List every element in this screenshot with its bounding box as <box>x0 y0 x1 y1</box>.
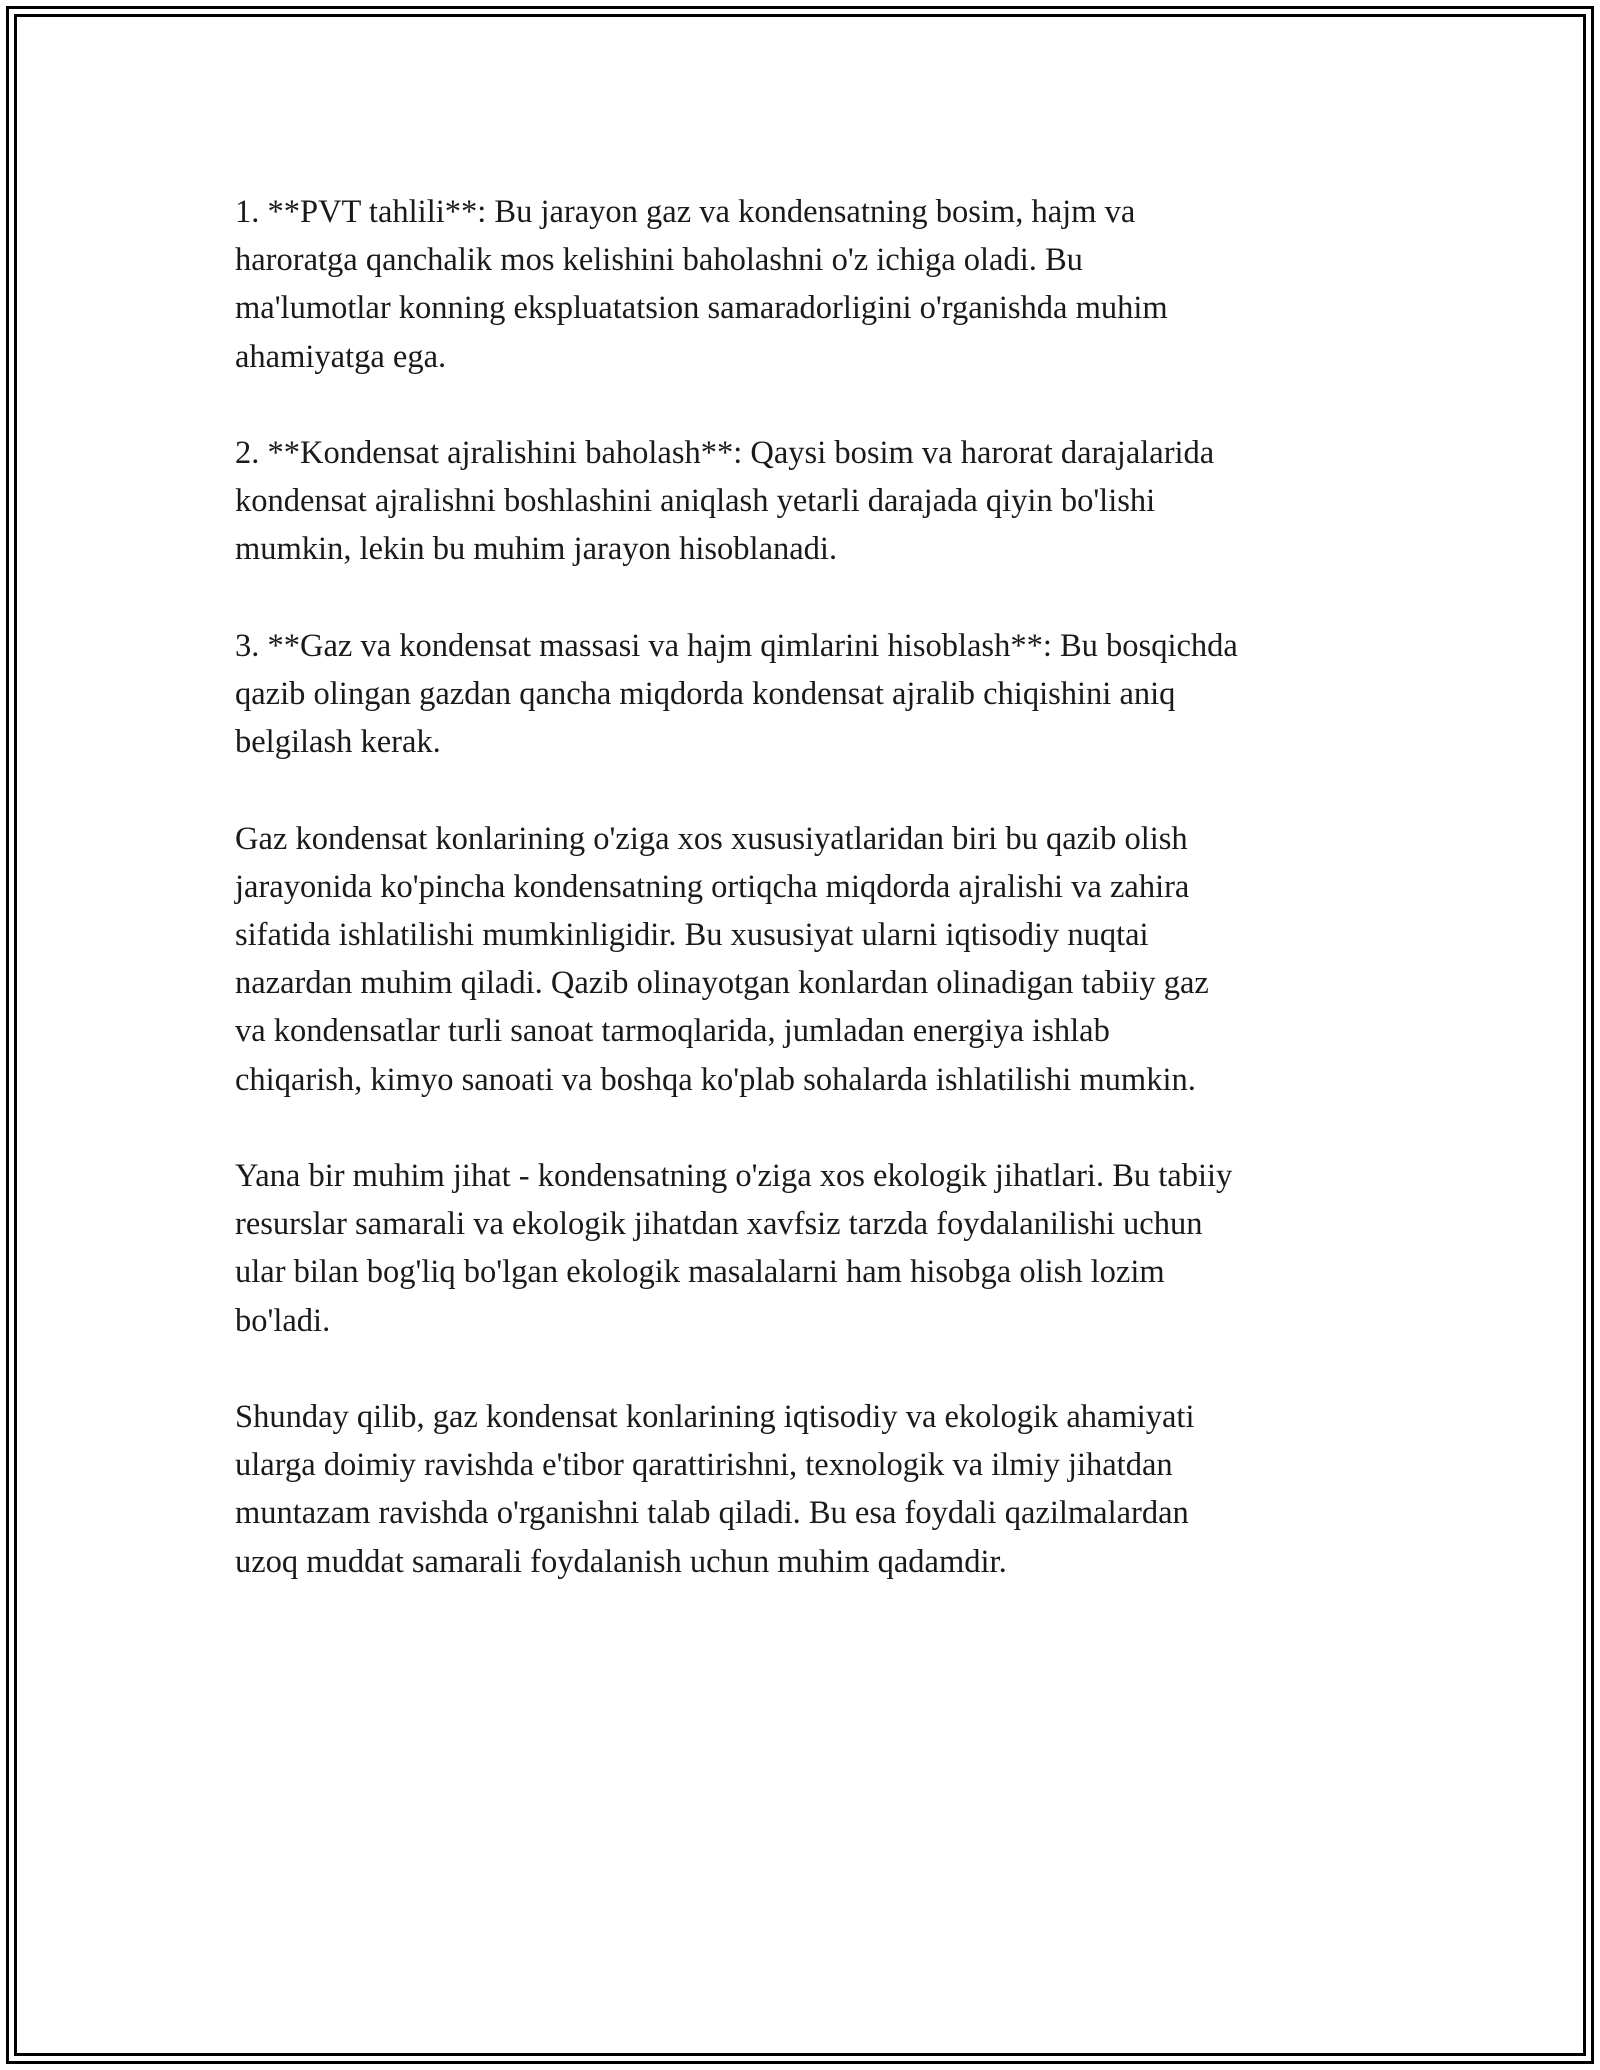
paragraph-field-features: Gaz kondensat konlarining o'ziga xos xususiyatlaridan biri bu qazib olish jarayonida ko'pincha kondensatning ortiqcha miqdorda ajralishi va zahira sifatida ishlatilishi mumkinligidir. Bu xususiyat ularni iqtisodiy nuqtai nazardan muhim qiladi. Qazib olinayotgan konlardan olinadigan tabiiy gaz va kondensatlar turli sanoat tarmoqlarida, jumladan energiya ishlab chiqarish, kimyo sanoati va boshqa ko'plab sohalarda ishlatilishi mumkin. <box>235 820 1209 1098</box>
paragraph-condensate-separation: 2. **Kondensat ajralishini baholash**: Qaysi bosim va harorat darajalarida kondensat ajralishni boshlashini aniqlash yetarli darajada qiyin bo'lishi mumkin, lekin bu muhim jarayon hisoblanadi. <box>235 435 1215 568</box>
document-body <box>235 188 1375 1634</box>
paragraph-pvt-analysis: 1. **PVT tahlili**: Bu jarayon gaz va kondensatning bosim, hajm va haroratga qanchalik mos kelishini baholashni o'z ichiga oladi. Bu ma'lumotlar konning ekspluatatsion samaradorligini o'rganishda muhim ahamiyatga ega. <box>235 194 1168 375</box>
paragraph-mass-volume-calculation: 3. **Gaz va kondensat massasi va hajm qimlarini hisoblash**: Bu bosqichda qazib olingan gazdan qancha miqdorda kondensat ajralib chiqishini aniq belgilash kerak. <box>235 627 1238 761</box>
paragraph-conclusion: Shunday qilib, gaz kondensat konlarining iqtisodiy va ekologik ahamiyati ularga doimiy ravishda e'tibor qarattirishni, texnologik va ilmiy jihatdan muntazam ravishda o'rganishni talab qiladi. Bu esa foydali qazilmalardan uzoq muddat samarali foydalanish uchun muhim qadamdir. <box>235 1399 1195 1580</box>
paragraph-ecological-aspects: Yana bir muhim jihat - kondensatning o'ziga xos ekologik jihatlari. Bu tabiiy resurslar samarali va ekologik jihatdan xavfsiz tarzda foydalanilishi uchun ular bilan bog'liq bo'lgan ekologik masalalarni ham hisobga olish lozim bo'ladi. <box>235 1158 1233 1339</box>
